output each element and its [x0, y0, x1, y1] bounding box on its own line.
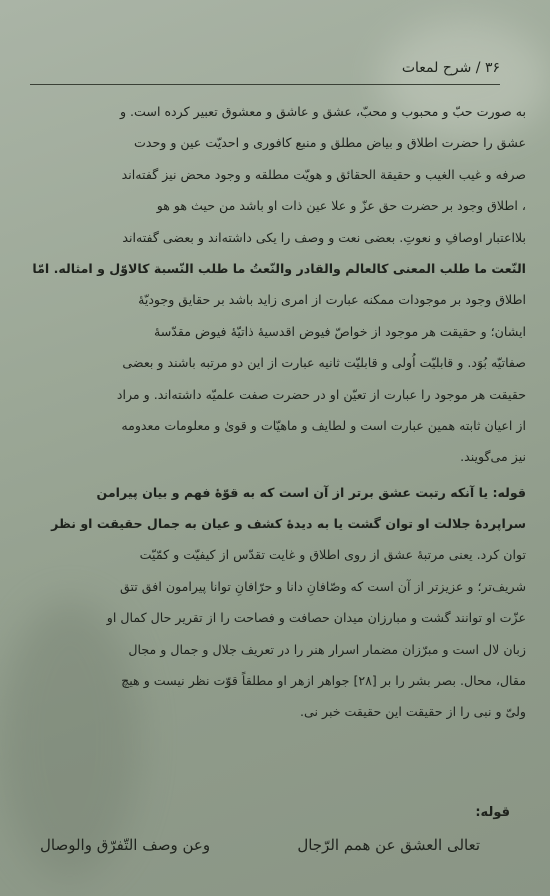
text-line: النّعت ما طلب المعنی کالعالم والقادر والنّعتُ ما طلب النّسبة کالاوّل و امثاله. امّا — [32, 260, 526, 276]
commentary-line: سراپردهٔ جلالت او توان گشت یا به دیدهٔ کشف و عیان به جمال حقیقت او نظر — [51, 516, 526, 532]
text-line: صفاتیّه بُوَد. و قابلیّت اُولی و قابلیّت ثانیه عبارت از این دو مرتبه باشند و بعضی — [122, 355, 526, 371]
page-header — [30, 58, 500, 85]
verse-hemistich-left: وعن وصف التّفرّق والوصال — [40, 836, 211, 854]
quote-label: قوله: — [475, 805, 510, 820]
text-line: به صورت حبّ و محبوب و محبّ، عشق و عاشق و معشوق تعبیر کرده است. و — [119, 104, 526, 119]
verse-hemistich-right: تعالی العشق عن همم الرّجال — [297, 836, 480, 854]
text-line: ایشان؛ و حقیقت هر موجود از خواصّ فیوض اقدسیهٔ ذاتیّهٔ فیوض مقدّسهٔ — [153, 323, 526, 339]
text-line: نیز می‌گویند. — [460, 449, 526, 465]
text-line: از اعیان ثابته همین عبارت است و لطایف و ماهیّات و قویٰ و معلومات معدومه — [121, 417, 526, 433]
commentary-line: توان کرد. یعنی مرتبهٔ عشق از روی اطلاق و غایت تقدّس از کیفیّت و کمّیّت — [139, 547, 526, 563]
text-line: ، اطلاق وجود بر حضرت حق عزّ و علا عین ذات او باشد من حیث هو هو — [156, 198, 526, 214]
commentary-line: ولیّ و نبی را از حقیقت این حقیقت خبر نی. — [299, 704, 526, 720]
text-line: عشق را حضرت اطلاق و بیاض مطلق و منبع کافوری و احدیّت عین و وحدت — [134, 135, 526, 151]
page-body — [14, 96, 526, 728]
text-line: بلااعتبار اوصافِ و نعوتِ. بعضی نعت و وصف را یکی داشته‌اند و بعضی گفته‌اند — [122, 229, 526, 245]
commentary-line: شریف‌تر؛ و عزیزتر از آن است که وصّافانِ دانا و حرّافانِ توانا پیرامون افق تتق — [119, 578, 526, 594]
commentary-line: قوله: یا آنکه رتبت عشق برتر از آن است که به قوّهٔ فهم و بیان پیرامن — [96, 484, 526, 500]
commentary-line: عزّت او توانند گشت و مبارزان میدان حصافت و فصاحت را از تقریر حال کمال او — [106, 610, 526, 626]
text-line: حقیقت هر موجود را عبارت از تعیّن او در حضرت صفت علمیّه داشته‌اند. و مراد — [116, 386, 526, 402]
text-line: صرفه و غیب الغیب و حقیقة الحقائق و هویّت مطلقه و وجود محض نیز گفته‌اند — [121, 166, 526, 182]
text-line: اطلاق وجود بر موجودات ممکنه عبارت از امری زاید باشد بر حقایق وجودیّهٔ — [138, 292, 526, 308]
running-title: ۳۶ / شرح لمعات — [401, 60, 500, 76]
commentary-line: مقال، محال. بصر بشر را بر [۲۸] جواهر ازهر او مطلقاً قوّت نظر نیست و هیچ — [121, 673, 526, 689]
commentary-line: زبان لال است و مبرّزان مضمار اسرار هنر را در تعریف جلال و جمال و مجال — [128, 641, 526, 657]
